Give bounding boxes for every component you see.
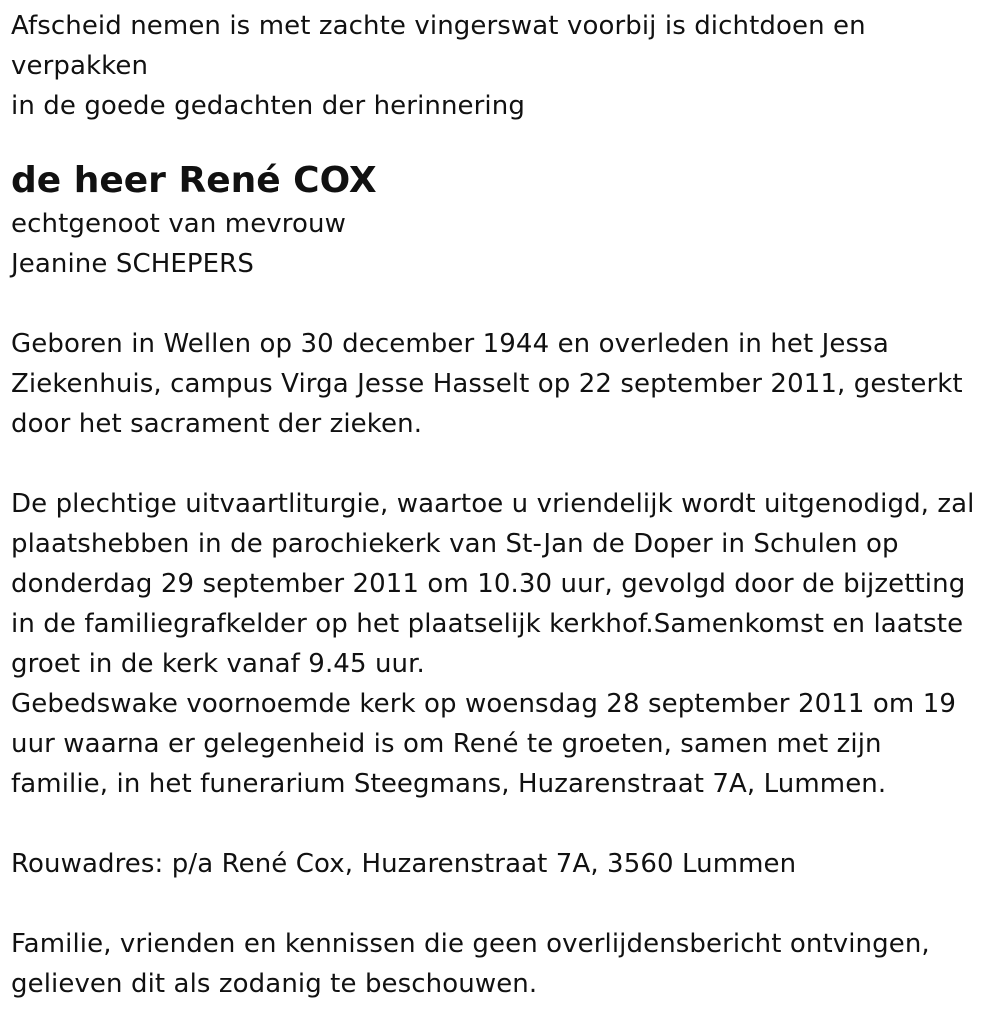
birth-death-paragraph [11, 324, 990, 444]
paragraph-line: Familie, vrienden en kennissen die geen overlijdensbericht ontvingen, [11, 929, 930, 959]
relation-line: Jeanine SCHEPERS [11, 249, 254, 279]
spacer [11, 284, 990, 324]
intro-line: verpakken [11, 51, 149, 81]
intro-line: in de goede gedachten der herinnering [11, 91, 525, 121]
deceased-block [11, 158, 990, 284]
paragraph-line: De plechtige uitvaartliturgie, waartoe u vriendelijk wordt uitgenodigd, zal [11, 489, 975, 519]
paragraph-line: Ziekenhuis, campus Virga Jesse Hasselt op 22 september 2011, gesterkt [11, 369, 963, 399]
paragraph-line: uur waarna er gelegenheid is om René te groeten, samen met zijn [11, 729, 882, 759]
address-line: Rouwadres: p/a René Cox, Huzarenstraat 7A, 3560 Lummen [11, 849, 797, 879]
paragraph-line: in de familiegrafkelder op het plaatselijk kerkhof.Samenkomst en laatste [11, 609, 964, 639]
paragraph-line: groet in de kerk vanaf 9.45 uur. [11, 649, 425, 679]
mourning-address [11, 844, 990, 884]
paragraph-line: door het sacrament der zieken. [11, 409, 423, 439]
spacer [11, 444, 990, 484]
spacer [11, 804, 990, 844]
paragraph-line: familie, in het funerarium Steegmans, Huzarenstraat 7A, Lummen. [11, 769, 887, 799]
funeral-paragraph [11, 484, 990, 804]
deceased-name: de heer René COX [11, 160, 377, 201]
paragraph-line: donderdag 29 september 2011 om 10.30 uur, gevolgd door de bijzetting [11, 569, 966, 599]
relation-line: echtgenoot van mevrouw [11, 209, 346, 239]
paragraph-line: Geboren in Wellen op 30 december 1944 en overleden in het Jessa [11, 329, 889, 359]
paragraph-line: Gebedswake voornoemde kerk op woensdag 28 september 2011 om 19 [11, 689, 956, 719]
intro-line: Afscheid nemen is met zachte vingerswat voorbij is dichtdoen en [11, 11, 866, 41]
paragraph-line: plaatshebben in de parochiekerk van St-Jan de Doper in Schulen op [11, 529, 899, 559]
spacer [11, 884, 990, 924]
paragraph-line: gelieven dit als zodanig te beschouwen. [11, 969, 538, 999]
intro-verse [11, 6, 990, 126]
closing-paragraph [11, 924, 990, 1004]
